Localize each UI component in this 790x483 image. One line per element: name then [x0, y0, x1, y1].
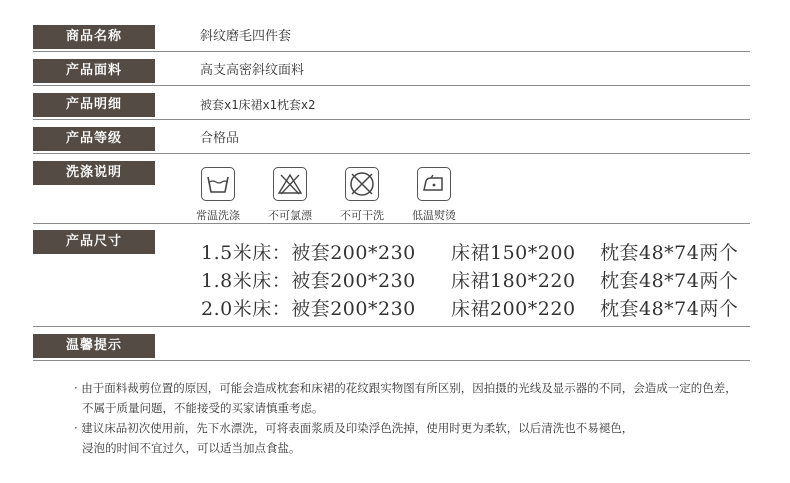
size-line-2-skirt: 床裙180*220: [451, 270, 576, 292]
care-label: 不可氯漂: [268, 209, 312, 222]
info-row-fabric: [33, 59, 750, 86]
care-item-no-dry-clean: [327, 167, 397, 223]
size-line-3: [201, 294, 416, 321]
note-line: · 建议床品初次使用前，先下水漂洗，可将表面浆质及印染浮色洗掉，使用时更为柔软，以后清洗也不易褪色，: [74, 421, 634, 435]
size-line-2: [201, 266, 416, 293]
care-item-low-iron: [399, 167, 469, 223]
size-line-3-pillow: 枕套48*74两个: [600, 298, 739, 320]
duvet-size: 被套200*230: [291, 270, 416, 292]
info-row-detail: [33, 93, 750, 120]
note-line: 不属于质量问题，不能接受的买家请慎重考虑。: [82, 401, 324, 415]
row-label: 商品名称: [33, 25, 155, 49]
low-iron-icon: [417, 167, 451, 201]
no-dry-clean-icon: [345, 167, 379, 201]
size-label: 产品尺寸: [33, 230, 155, 254]
row-value: 斜纹磨毛四件套: [200, 29, 292, 44]
care-label: 常温洗涤: [196, 209, 240, 222]
care-label: 不可干洗: [340, 209, 384, 222]
tips-label: 温馨提示: [33, 334, 155, 358]
size-section: [33, 230, 750, 327]
size-line-3-skirt: 床裙200*220: [451, 298, 576, 320]
note-line: 浸泡的时间不宜过久，可以适当加点食盐。: [82, 441, 301, 455]
row-label: 产品明细: [33, 93, 155, 117]
size-line-1-pillow: 枕套48*74两个: [600, 242, 739, 264]
size-line-2-pillow: 枕套48*74两个: [600, 270, 739, 292]
care-item-no-bleach: [255, 167, 325, 223]
tips-section: [33, 334, 750, 361]
info-row-grade: [33, 127, 750, 154]
no-bleach-icon: [273, 167, 307, 201]
row-value: 合格品: [200, 131, 240, 146]
row-label: 产品面料: [33, 59, 155, 83]
bed-size: 2.0米床：: [201, 298, 292, 320]
size-line-1: [201, 238, 416, 265]
bed-size: 1.8米床：: [201, 270, 292, 292]
care-item-warm-wash: [183, 167, 253, 223]
tips-notes: [74, 378, 774, 458]
note-line: · 由于面料裁剪位置的原因，可能会造成枕套和床裙的花纹跟实物图有所区别，因拍摄的光线及显示器的不同，会造成一定的色差，: [74, 381, 737, 395]
bed-size: 1.5米床：: [201, 242, 292, 264]
size-line-1-skirt: 床裙150*200: [451, 242, 576, 264]
washing-section: [33, 161, 750, 224]
duvet-size: 被套200*230: [291, 242, 416, 264]
washing-label: 洗涤说明: [33, 161, 155, 185]
info-row-name: [33, 25, 750, 52]
duvet-size: 被套200*230: [291, 298, 416, 320]
row-value: 高支高密斜纹面料: [200, 63, 305, 78]
care-label: 低温熨烫: [412, 209, 456, 222]
warm-wash-icon: [201, 167, 235, 201]
row-value: 被套x1床裙x1枕套x2: [200, 98, 316, 112]
row-label: 产品等级: [33, 127, 155, 151]
